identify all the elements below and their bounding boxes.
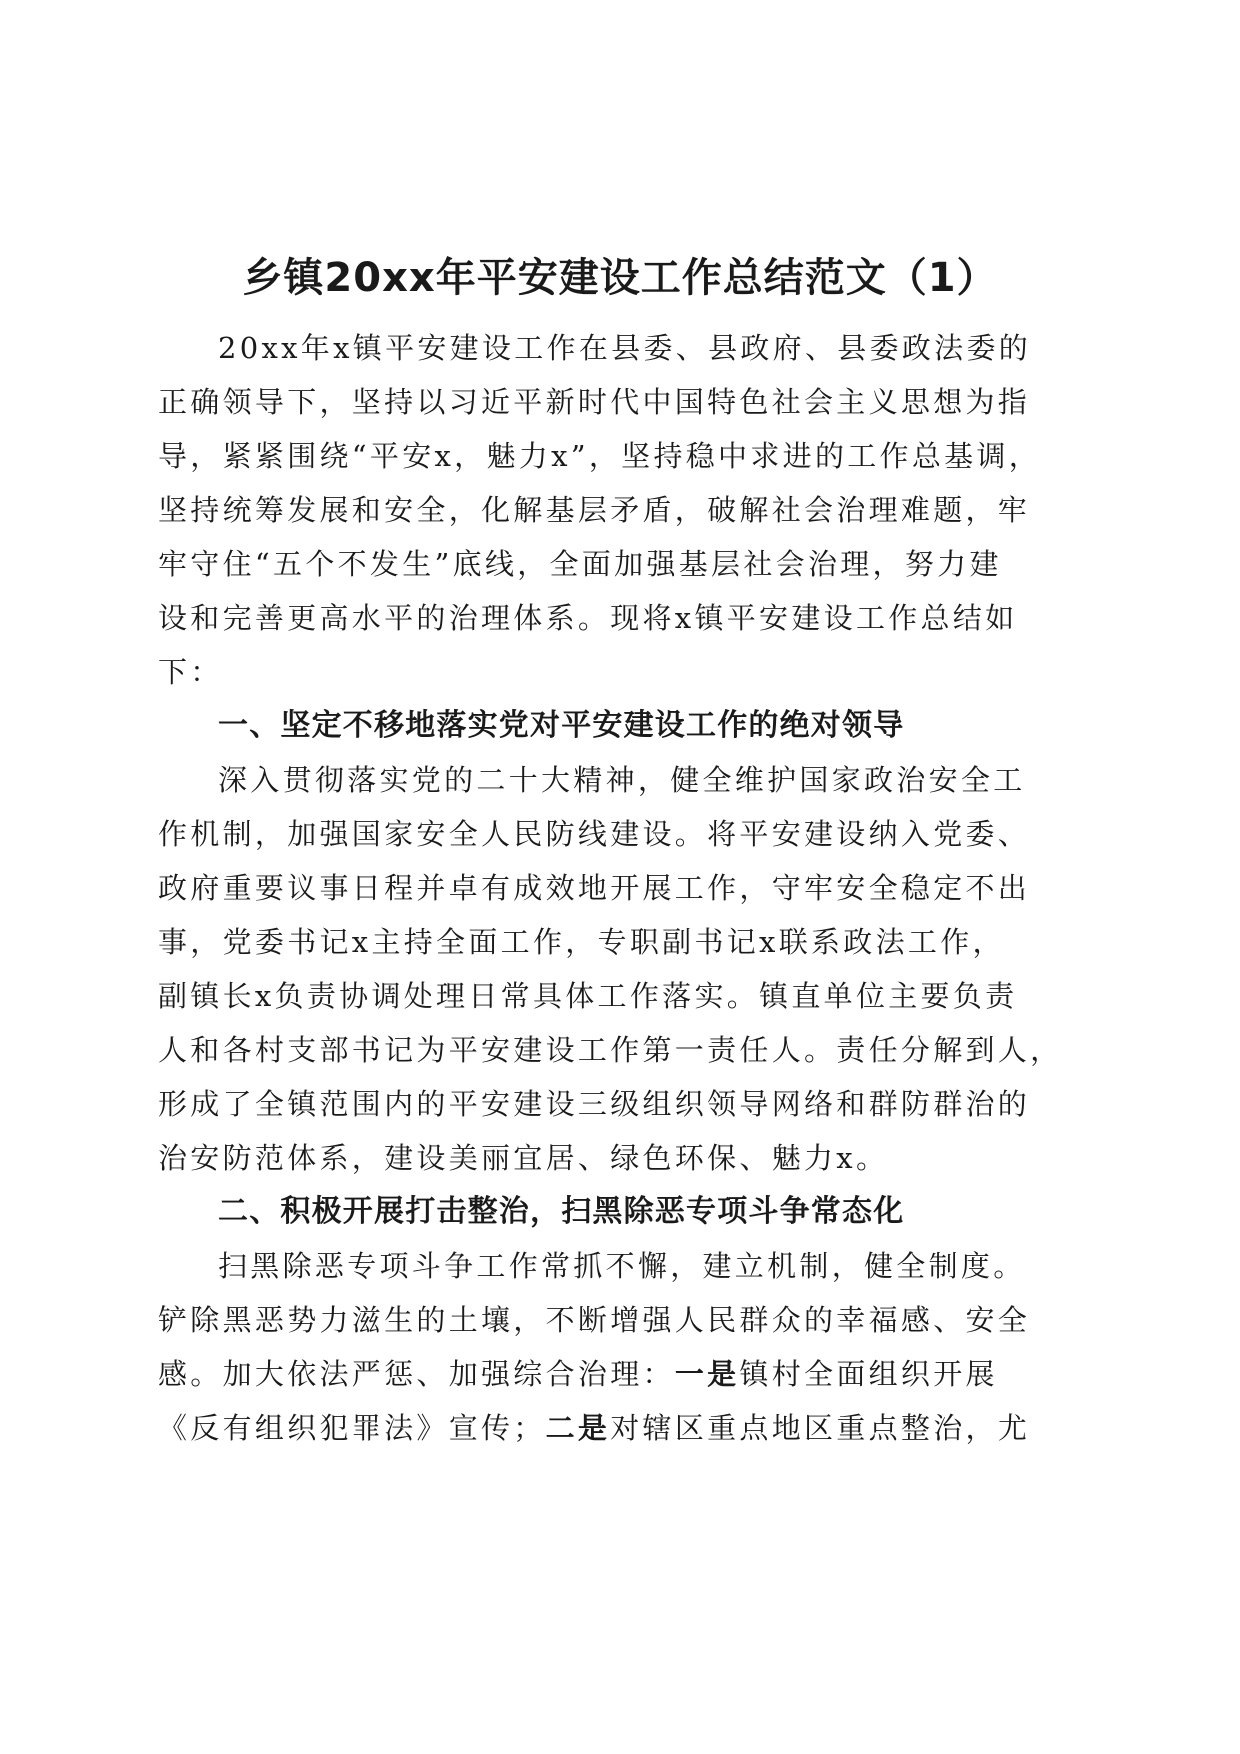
section1-heading: 一、坚定不移地落实党对平安建设工作的绝对领导: [218, 708, 905, 743]
section2-line: 扫黑除恶专项斗争工作常抓不懈，建立机制，健全制度。: [218, 1249, 1026, 1283]
bold-marker-second: 二是: [545, 1411, 611, 1445]
section1-line: 人和各村支部书记为平安建设工作第一责任人。责任分解到人，: [158, 1033, 1063, 1067]
intro-line: 导，紧紧围绕“平安x，魅力x”，坚持稳中求进的工作总基调，: [158, 439, 1042, 473]
intro-line: 牢守住“五个不发生”底线，全面加强基层社会治理，努力建: [158, 547, 1002, 581]
intro-line: 20xx年x镇平安建设工作在县委、县政府、县委政法委的: [218, 331, 1032, 365]
section2-line: 铲除黑恶势力滋生的土壤，不断增强人民群众的幸福感、安全: [158, 1303, 1031, 1337]
section1-line: 作机制，加强国家安全人民防线建设。将平安建设纳入党委、: [158, 817, 1031, 851]
intro-line: 下：: [158, 655, 223, 689]
bold-marker-first: 一是: [674, 1357, 740, 1391]
section1-line: 副镇长x负责协调处理日常具体工作落实。镇直单位主要负责: [158, 979, 1018, 1013]
section2-line-text: 感。加大依法严惩、加强综合治理：: [158, 1357, 675, 1391]
section1-line: 治安防范体系，建设美丽宜居、绿色环保、魅力x。: [158, 1141, 889, 1175]
section2-line: [158, 1408, 1030, 1448]
intro-line: 正确领导下，坚持以习近平新时代中国特色社会主义思想为指: [158, 385, 1031, 419]
section2-line-text: 《反有组织犯罪法》宣传；: [158, 1411, 546, 1445]
section2-line-text: 对辖区重点地区重点整治，尤: [610, 1411, 1031, 1445]
section1-line: 政府重要议事日程并卓有成效地开展工作，守牢安全稳定不出: [158, 871, 1031, 905]
section2-line-text: 镇村全面组织开展: [739, 1357, 998, 1391]
intro-line: 坚持统筹发展和安全，化解基层矛盾，破解社会治理难题，牢: [158, 493, 1031, 527]
intro-line: 设和完善更高水平的治理体系。现将x镇平安建设工作总结如: [158, 601, 1018, 635]
document-title: 乡镇20xx年平安建设工作总结范文（1）: [242, 255, 998, 301]
section1-line: 形成了全镇范围内的平安建设三级组织领导网络和群防群治的: [158, 1087, 1031, 1121]
section1-line: 事，党委书记x主持全面工作，专职副书记x联系政法工作，: [158, 925, 1005, 959]
section1-line: 深入贯彻落实党的二十大精神，健全维护国家政治安全工: [218, 763, 1026, 797]
section2-line: [158, 1354, 998, 1394]
section2-heading: 二、积极开展打击整治，扫黑除恶专项斗争常态化: [218, 1194, 905, 1229]
